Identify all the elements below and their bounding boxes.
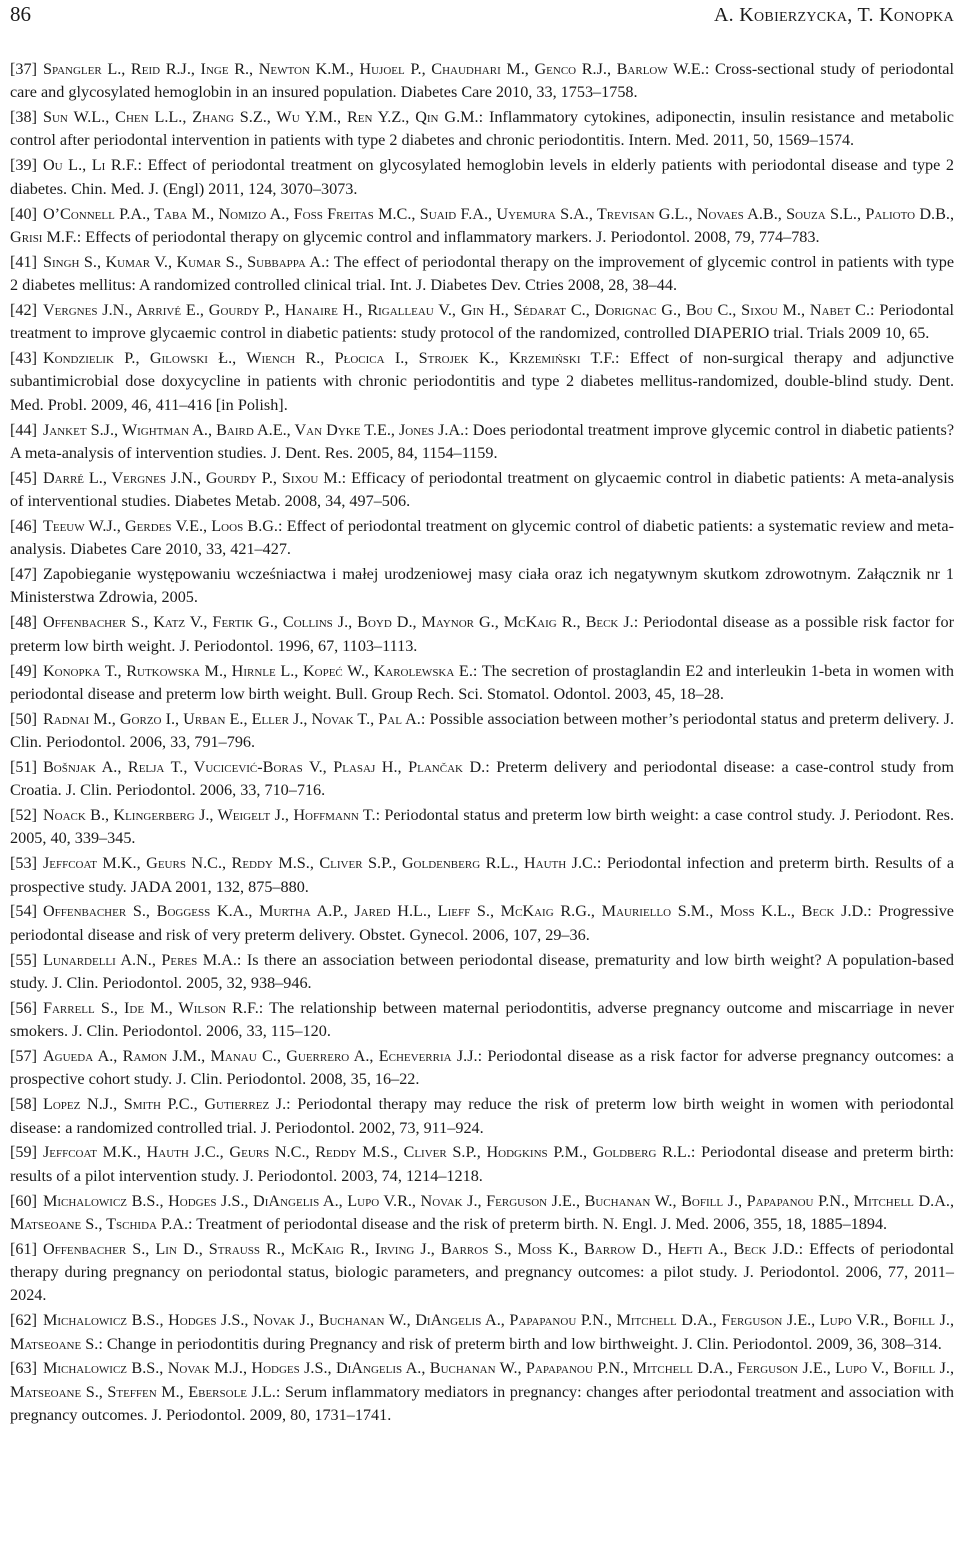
- reference-text: : Effect of non-surgical therapy and adjunctive subantimicrobial dose doxycycline in patients with chronic periodontitis and type 2 diabetes mellitus-randomized, double-blind study. Dent. Med. Probl. 2009, 46, 411–416 [in Polish].: [10, 349, 954, 414]
- reference-text: : Is there an association between periodontal disease, prematurity and low birth weight? A population-based study. J. Clin. Periodontol. 2005, 32, 938–946.: [10, 950, 954, 992]
- reference-number: [49]: [10, 661, 37, 680]
- reference-number: [37]: [10, 60, 37, 78]
- reference-authors: Vergnes J.N., Arrivé E., Gourdy P., Hanaire H., Rigalleau V., Gin H., Sédarat C., Dorignac G., Bou C., Sixou M., Nabet C.: [42, 300, 870, 319]
- reference-authors: Radnai M., Gorzo I., Urban E., Eller J., Novak T., Pal A.: [42, 709, 421, 728]
- reference-authors: Lopez N.J., Smith P.C., Gutierrez J.: [42, 1095, 287, 1114]
- reference-text: : Periodontal treatment to improve glycaemic control in diabetic patients: study protocol of the randomized, controlled DIAPERIO trial. Trials 2009 10, 65.: [10, 300, 954, 343]
- reference-item: [10, 852, 954, 899]
- reference-authors: Offenbacher S., Boggess K.A., Murtha A.P., Jared H.L., Lieff S., McKaig R.G., Mauriello S.M., Moss K.L., Beck J.D.: [42, 902, 868, 921]
- reference-text: : Inflammatory cytokines, adiponectin, insulin resistance and metabolic control after periodontal intervention in patients with type 2 diabetes and chronic periodontitis. Intern. Med. 2011, 50, 1569–1574.: [10, 108, 954, 150]
- reference-authors: Kondzielik P., Gilowski Ł., Wiench R., Płocica I., Strojek K., Krzemiński T.F.: [42, 349, 616, 368]
- reference-number: [61]: [10, 1239, 37, 1258]
- page-header: [10, 0, 954, 38]
- reference-authors: O’Connell P.A., Taba M., Nomizo A., Foss Freitas M.C., Suaid F.A., Uyemura S.A., Trevisan G.L., Novaes A.B., Souza S.L., Palioto D.B., Grisi M.F.: [10, 204, 954, 246]
- reference-text: : Serum inflammatory mediators in pregnancy: changes after periodontal treatment and association with pregnancy outcomes. J. Periodontol. 2009, 80, 1731–1741.: [10, 1382, 954, 1425]
- reference-item: [10, 1045, 954, 1092]
- reference-authors: Spangler L., Reid R.J., Inge R., Newton K.M., Hujoel P., Chaudhari M., Genco R.J., Barlow W.E.: [42, 60, 705, 78]
- reference-item: [10, 515, 954, 562]
- reference-list: [10, 58, 954, 1427]
- reference-number: [54]: [10, 902, 37, 921]
- reference-item: [10, 299, 954, 346]
- reference-number: [38]: [10, 108, 37, 127]
- reference-authors: Agueda A., Ramon J.M., Manau C., Guerrero A., Echeverria J.J.: [42, 1047, 478, 1066]
- reference-text: : Change in periodontitis during Pregnancy and risk of preterm birth and low birthweight. J. Clin. Periodontol. 2009, 36, 308–314.: [98, 1334, 942, 1353]
- reference-item: [10, 1238, 954, 1308]
- reference-item: [10, 467, 954, 514]
- reference-number: [45]: [10, 468, 37, 487]
- reference-number: [41]: [10, 252, 37, 271]
- reference-authors: Lunardelli A.N., Peres M.A.: [42, 950, 237, 969]
- reference-number: [59]: [10, 1143, 37, 1162]
- reference-text: : Effects of periodontal therapy during pregnancy on periodontal status, biologic parameters, and pregnancy outcomes: a pilot study. J. Periodontol. 2006, 77, 2011–2024.: [10, 1239, 954, 1305]
- running-head: A. Kobierzycka, T. Konopka: [713, 4, 954, 26]
- reference-item: [10, 251, 954, 298]
- reference-item: [10, 1357, 954, 1427]
- reference-text: : Periodontal disease as a risk factor for adverse pregnancy outcomes: a prospective cohort study. J. Clin. Periodontol. 2008, 35, 16–22.: [10, 1047, 954, 1089]
- reference-item: [10, 106, 954, 153]
- reference-number: [43]: [10, 349, 37, 368]
- reference-text: : Periodontal disease as a possible risk factor for preterm low birth weight. J. Periodontol. 1996, 67, 1103–1113.: [10, 613, 955, 655]
- reference-number: [51]: [10, 757, 37, 776]
- reference-text: : Possible association between mother’s periodontal status and preterm delivery. J. Clin. Periodontol. 2006, 33, 791–796.: [10, 709, 954, 752]
- reference-authors: Offenbacher S., Lin D., Strauss R., McKaig R., Irving J., Barros S., Moss K., Barrow D., Hefti A., Beck J.D.: [42, 1239, 799, 1258]
- reference-number: [63]: [10, 1359, 37, 1378]
- reference-text: : Efficacy of periodontal treatment on glycaemic control in diabetic patients: A meta-analysis of interventional studies. Diabetes Metab. 2008, 34, 497–506.: [10, 468, 954, 511]
- reference-authors: Farrell S., Ide M., Wilson R.F.: [42, 998, 259, 1017]
- reference-text: : Effect of periodontal treatment on glycosylated hemoglobin levels in elderly patients with periodontal disease and type 2 diabetes. Chin. Med. J. (Engl) 2011, 124, 3070–3073.: [10, 156, 955, 198]
- reference-authors: Teeuw W.J., Gerdes V.E., Loos B.G.: [42, 516, 278, 535]
- reference-number: [50]: [10, 709, 37, 728]
- reference-item: [10, 1190, 954, 1237]
- reference-text: : Periodontal status and preterm low birth weight: a case control study. J. Periodont. Res. 2005, 40, 339–345.: [10, 806, 954, 848]
- reference-text: : Cross-sectional study of periodontal care and glycosylated hemoglobin in an insured population. Diabetes Care 2010, 33, 1753–1758.: [10, 60, 954, 102]
- reference-number: [42]: [10, 300, 37, 319]
- reference-authors: Jeffcoat M.K., Hauth J.C., Geurs N.C., Reddy M.S., Cliver S.P., Hodgkins P.M., Goldberg R.L.: [42, 1143, 691, 1162]
- reference-item: [10, 611, 954, 658]
- reference-authors: Ou L., Li R.F.: [42, 156, 138, 175]
- reference-authors: Sun W.L., Chen L.L., Zhang S.Z., Wu Y.M., Ren Y.Z., Qin G.M.: [42, 108, 479, 127]
- reference-number: [62]: [10, 1311, 37, 1330]
- reference-authors: Jeffcoat M.K., Geurs N.C., Reddy M.S., Cliver S.P., Goldenberg R.L., Hauth J.C.: [42, 854, 597, 873]
- reference-authors: Singh S., Kumar V., Kumar S., Subbappa A.: [42, 252, 326, 271]
- reference-item: [10, 1093, 954, 1140]
- reference-text: : The secretion of prostaglandin E2 and interleukin 1-beta in women with periodontal disease and preterm low birth weight. Bull. Group Rech. Sci. Stomatol. Odontol. 2003, 45, 18–28.: [10, 661, 954, 703]
- reference-item: [10, 563, 954, 610]
- reference-authors: Offenbacher S., Katz V., Fertik G., Collins J., Boyd D., Maynor G., McKaig R., Beck J.: [42, 613, 634, 632]
- reference-text: : Treatment of periodontal disease and the risk of preterm birth. N. Engl. J. Med. 2006, 355, 18, 1885–1894.: [188, 1214, 888, 1233]
- reference-item: [10, 949, 954, 996]
- reference-number: [57]: [10, 1047, 37, 1066]
- reference-item: [10, 708, 954, 755]
- page-number: 86: [10, 2, 31, 26]
- reference-text: : Periodontal therapy may reduce the risk of preterm low birth weight in women with periodontal disease: a randomized controlled trial. J. Periodontol. 2002, 73, 911–924.: [10, 1095, 954, 1137]
- reference-authors: Michalowicz B.S., Hodges J.S., DiAngelis A., Lupo V.R., Novak J., Ferguson J.E., Buchanan W., Bofill J., Papapanou P.N., Mitchell D.A., Matseoane S., Tschida P.A.: [10, 1191, 954, 1233]
- reference-number: [53]: [10, 854, 37, 873]
- reference-text: : Preterm delivery and periodontal disease: a case-control study from Croatia. J. Clin. Periodontol. 2006, 33, 710–716.: [10, 757, 954, 800]
- reference-text: : Does periodontal treatment improve glycemic control in diabetic patients? A meta-analysis of intervention studies. J. Dent. Res. 2005, 84, 1154–1159.: [10, 420, 954, 462]
- reference-number: [46]: [10, 516, 37, 535]
- reference-item: [10, 1309, 954, 1356]
- reference-number: [56]: [10, 998, 37, 1017]
- reference-authors: Janket S.J., Wightman A., Baird A.E., Van Dyke T.E., Jones J.A.: [42, 420, 465, 439]
- reference-item: [10, 347, 954, 417]
- reference-number: [58]: [10, 1095, 37, 1114]
- reference-text: : Effect of periodontal treatment on glycemic control of diabetic patients: a systematic review and meta-analysis. Diabetes Care 2010, 33, 421–427.: [10, 516, 954, 559]
- reference-text: : The effect of periodontal therapy on the improvement of glycemic control in patients with type 2 diabetes mellitus: A randomized controlled clinical trial. Int. J. Diabetes Dev. Ctries 2008, 28, 38–44.: [10, 252, 955, 295]
- reference-authors: Michalowicz B.S., Novak M.J., Hodges J.S., DiAngelis A., Buchanan W., Papapanou P.N., Mitchell D.A., Ferguson J.E., Lupo V., Bofill J., Matseoane S., Steffen M., Ebersole J.L.: [10, 1359, 954, 1401]
- reference-number: [52]: [10, 806, 37, 825]
- reference-text: : Progressive periodontal disease and risk of very preterm delivery. Obstet. Gynecol. 2006, 107, 29–36.: [10, 902, 954, 944]
- reference-item: [10, 203, 954, 250]
- reference-number: [48]: [10, 613, 37, 632]
- reference-item: [10, 900, 954, 947]
- reference-number: [40]: [10, 204, 37, 223]
- reference-number: [39]: [10, 156, 37, 175]
- reference-number: [55]: [10, 950, 37, 969]
- reference-authors: Noack B., Klingerberg J., Weigelt J., Hoffmann T.: [42, 806, 376, 825]
- reference-item: [10, 154, 954, 201]
- reference-authors: Michalowicz B.S., Hodges J.S., Novak J., Buchanan W., DiAngelis A., Papapanou P.N., Mitchell D.A., Ferguson J.E., Lupo V.R., Bofill J., Matseoane S.: [10, 1311, 954, 1353]
- reference-item: [10, 756, 954, 803]
- reference-item: [10, 660, 954, 707]
- reference-text: : Periodontal disease and preterm birth: results of a pilot intervention study. J. Periodontol. 2003, 74, 1214–1218.: [10, 1143, 954, 1185]
- reference-item: [10, 997, 954, 1044]
- reference-authors: Bošnjak A., Relja T., Vucicević-Boras V., Plasaj H., Plančak D.: [42, 757, 486, 776]
- reference-item: [10, 1141, 954, 1188]
- reference-item: [10, 58, 954, 105]
- reference-authors: Darré L., Vergnes J.N., Gourdy P., Sixou M.: [42, 468, 342, 487]
- reference-text: : The relationship between maternal periodontitis, adverse pregnancy outcome and miscarriage in never smokers. J. Clin. Periodontol. 2006, 33, 115–120.: [10, 998, 954, 1041]
- reference-item: [10, 804, 954, 851]
- reference-number: [60]: [10, 1191, 37, 1210]
- reference-text: Zapobieganie występowaniu wcześniactwa i małej urodzeniowej masy ciała oraz ich negatywnym skutkom zdrowotnym. Załącznik nr 1 Ministerstwa Zdrowia, 2005.: [10, 565, 954, 607]
- reference-text: : Periodontal infection and preterm birth. Results of a prospective study. JADA 2001, 132, 875–880.: [10, 854, 954, 896]
- reference-authors: Konopka T., Rutkowska M., Hirnle L., Kopeć W., Karolewska E.: [42, 661, 473, 680]
- reference-number: [44]: [10, 420, 37, 439]
- reference-item: [10, 419, 954, 466]
- reference-number: [47]: [10, 565, 37, 584]
- reference-text: : Effects of periodontal therapy on glycemic control and inflammatory markers. J. Periodontol. 2008, 79, 774–783.: [76, 227, 820, 246]
